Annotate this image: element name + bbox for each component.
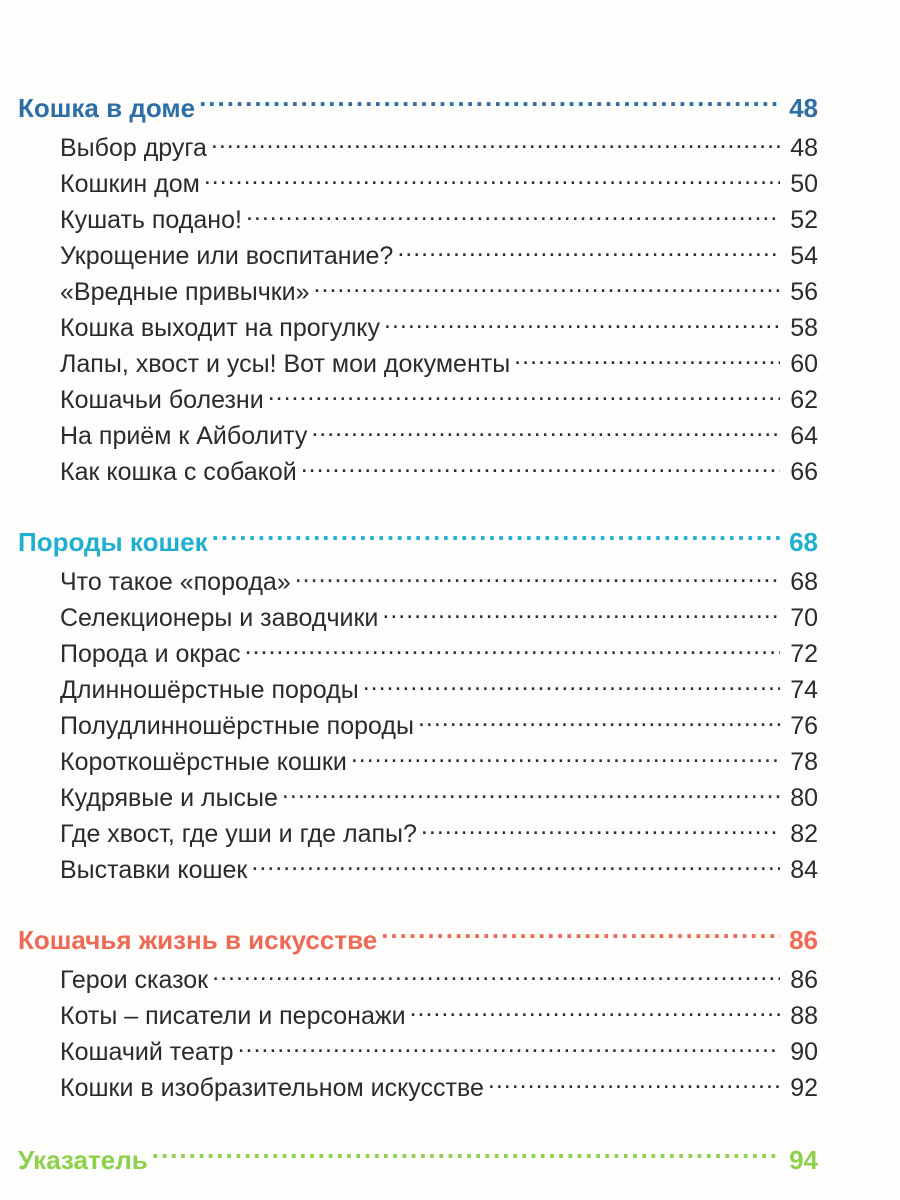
section-title: Породы кошек xyxy=(18,527,208,557)
dot-leader xyxy=(397,239,780,264)
dot-leader xyxy=(421,817,780,842)
dot-leader xyxy=(488,1071,780,1096)
entry-page-number: 66 xyxy=(790,458,818,486)
dot-leader xyxy=(418,709,780,734)
dot-leader xyxy=(246,203,780,228)
entry-title: «Вредные привычки» xyxy=(60,278,310,306)
section-page-number: 48 xyxy=(789,93,818,123)
toc-section-index xyxy=(18,1138,818,1182)
dot-leader xyxy=(268,383,780,408)
toc-entry[interactable] xyxy=(60,1034,818,1070)
entry-page-number: 78 xyxy=(790,748,818,776)
entry-page-number: 90 xyxy=(790,1038,818,1066)
section-spacer xyxy=(18,888,818,918)
toc-entry[interactable] xyxy=(60,962,818,998)
entry-title: Кушать подано! xyxy=(60,206,242,234)
toc-entry[interactable] xyxy=(60,238,818,274)
toc-entry[interactable] xyxy=(60,636,818,672)
entry-title: Длинношёрстные породы xyxy=(60,676,359,704)
dot-leader xyxy=(384,311,780,336)
section-heading[interactable] xyxy=(18,520,818,564)
toc-entry[interactable] xyxy=(60,816,818,852)
entry-title: Кошки в изобразительном искусстве xyxy=(60,1074,484,1102)
section-heading[interactable] xyxy=(18,918,818,962)
section-title: Указатель xyxy=(18,1145,148,1175)
section-heading[interactable] xyxy=(18,86,818,130)
dot-leader xyxy=(238,1035,780,1060)
entry-title: Короткошёрстные кошки xyxy=(60,748,347,776)
dot-leader xyxy=(282,781,780,806)
toc-entry[interactable] xyxy=(60,418,818,454)
section-title: Кошачья жизнь в искусстве xyxy=(18,925,378,955)
entry-title: Укрощение или воспитание? xyxy=(60,242,394,270)
entry-title: Где хвост, где уши и где лапы? xyxy=(60,820,417,848)
entry-title: Выбор друга xyxy=(60,134,207,162)
dot-leader xyxy=(211,131,780,156)
toc-entry[interactable] xyxy=(60,202,818,238)
entry-page-number: 88 xyxy=(790,1002,818,1030)
dot-leader xyxy=(314,275,780,300)
table-of-contents xyxy=(18,86,818,1182)
toc-entry[interactable] xyxy=(60,346,818,382)
toc-entry[interactable] xyxy=(60,564,818,600)
section-title: Кошка в доме xyxy=(18,93,196,123)
dot-leader xyxy=(245,637,780,662)
entry-title: Коты – писатели и персонажи xyxy=(60,1002,406,1030)
entry-title: Кудрявые и лысые xyxy=(60,784,278,812)
entry-page-number: 56 xyxy=(790,278,818,306)
dot-leader xyxy=(351,745,780,770)
dot-leader xyxy=(199,91,780,117)
entry-page-number: 52 xyxy=(790,206,818,234)
entry-title: Кошачьи болезни xyxy=(60,386,264,414)
toc-entry[interactable] xyxy=(60,1070,818,1106)
dot-leader xyxy=(381,923,780,949)
entry-page-number: 70 xyxy=(790,604,818,632)
entry-page-number: 86 xyxy=(790,966,818,994)
toc-entry[interactable] xyxy=(60,600,818,636)
entry-title: Кошачий театр xyxy=(60,1038,234,1066)
entry-page-number: 54 xyxy=(790,242,818,270)
entry-page-number: 82 xyxy=(790,820,818,848)
dot-leader xyxy=(514,347,780,372)
dot-leader xyxy=(410,999,780,1024)
toc-entry[interactable] xyxy=(60,382,818,418)
toc-section-cats-in-art xyxy=(18,918,818,1106)
toc-entry[interactable] xyxy=(60,744,818,780)
toc-section-cat-at-home xyxy=(18,86,818,490)
section-heading[interactable] xyxy=(18,1138,818,1182)
dot-leader xyxy=(382,601,780,626)
dot-leader xyxy=(311,419,780,444)
entry-page-number: 92 xyxy=(790,1074,818,1102)
entry-page-number: 72 xyxy=(790,640,818,668)
dot-leader xyxy=(363,673,780,698)
dot-leader xyxy=(212,963,780,988)
toc-section-cat-breeds xyxy=(18,520,818,888)
dot-leader xyxy=(152,1143,780,1169)
dot-leader xyxy=(295,565,780,590)
toc-entry[interactable] xyxy=(60,310,818,346)
dot-leader xyxy=(204,167,780,192)
dot-leader xyxy=(251,853,780,878)
toc-entry[interactable] xyxy=(60,672,818,708)
section-page-number: 86 xyxy=(789,925,818,955)
entry-page-number: 50 xyxy=(790,170,818,198)
entry-page-number: 64 xyxy=(790,422,818,450)
entry-title: Полудлинношёрстные породы xyxy=(60,712,414,740)
toc-entry[interactable] xyxy=(60,166,818,202)
section-page-number: 68 xyxy=(789,527,818,557)
entry-page-number: 76 xyxy=(790,712,818,740)
dot-leader xyxy=(212,525,780,551)
toc-entry[interactable] xyxy=(60,274,818,310)
entry-page-number: 58 xyxy=(790,314,818,342)
entry-title: Что такое «порода» xyxy=(60,568,291,596)
section-spacer xyxy=(18,490,818,520)
entry-page-number: 62 xyxy=(790,386,818,414)
section-spacer xyxy=(18,1106,818,1138)
entry-title: Порода и окрас xyxy=(60,640,241,668)
entry-page-number: 68 xyxy=(790,568,818,596)
entry-title: Выставки кошек xyxy=(60,856,248,884)
toc-entry[interactable] xyxy=(60,780,818,816)
section-page-number: 94 xyxy=(789,1145,818,1175)
entry-page-number: 84 xyxy=(790,856,818,884)
entry-title: Селекционеры и заводчики xyxy=(60,604,379,632)
toc-entry[interactable] xyxy=(60,708,818,744)
entry-title: Кошка выходит на прогулку xyxy=(60,314,381,342)
toc-entry[interactable] xyxy=(60,998,818,1034)
entry-page-number: 80 xyxy=(790,784,818,812)
entry-title: Герои сказок xyxy=(60,966,209,994)
toc-entry[interactable] xyxy=(60,852,818,888)
toc-entry[interactable] xyxy=(60,130,818,166)
dot-leader xyxy=(301,455,780,480)
entry-title: На приём к Айболиту xyxy=(60,422,308,450)
entry-title: Как кошка с собакой xyxy=(60,458,297,486)
entry-page-number: 60 xyxy=(790,350,818,378)
entry-title: Лапы, хвост и усы! Вот мои документы xyxy=(60,350,511,378)
toc-entry[interactable] xyxy=(60,454,818,490)
entry-page-number: 48 xyxy=(790,134,818,162)
entry-title: Кошкин дом xyxy=(60,170,200,198)
entry-page-number: 74 xyxy=(790,676,818,704)
